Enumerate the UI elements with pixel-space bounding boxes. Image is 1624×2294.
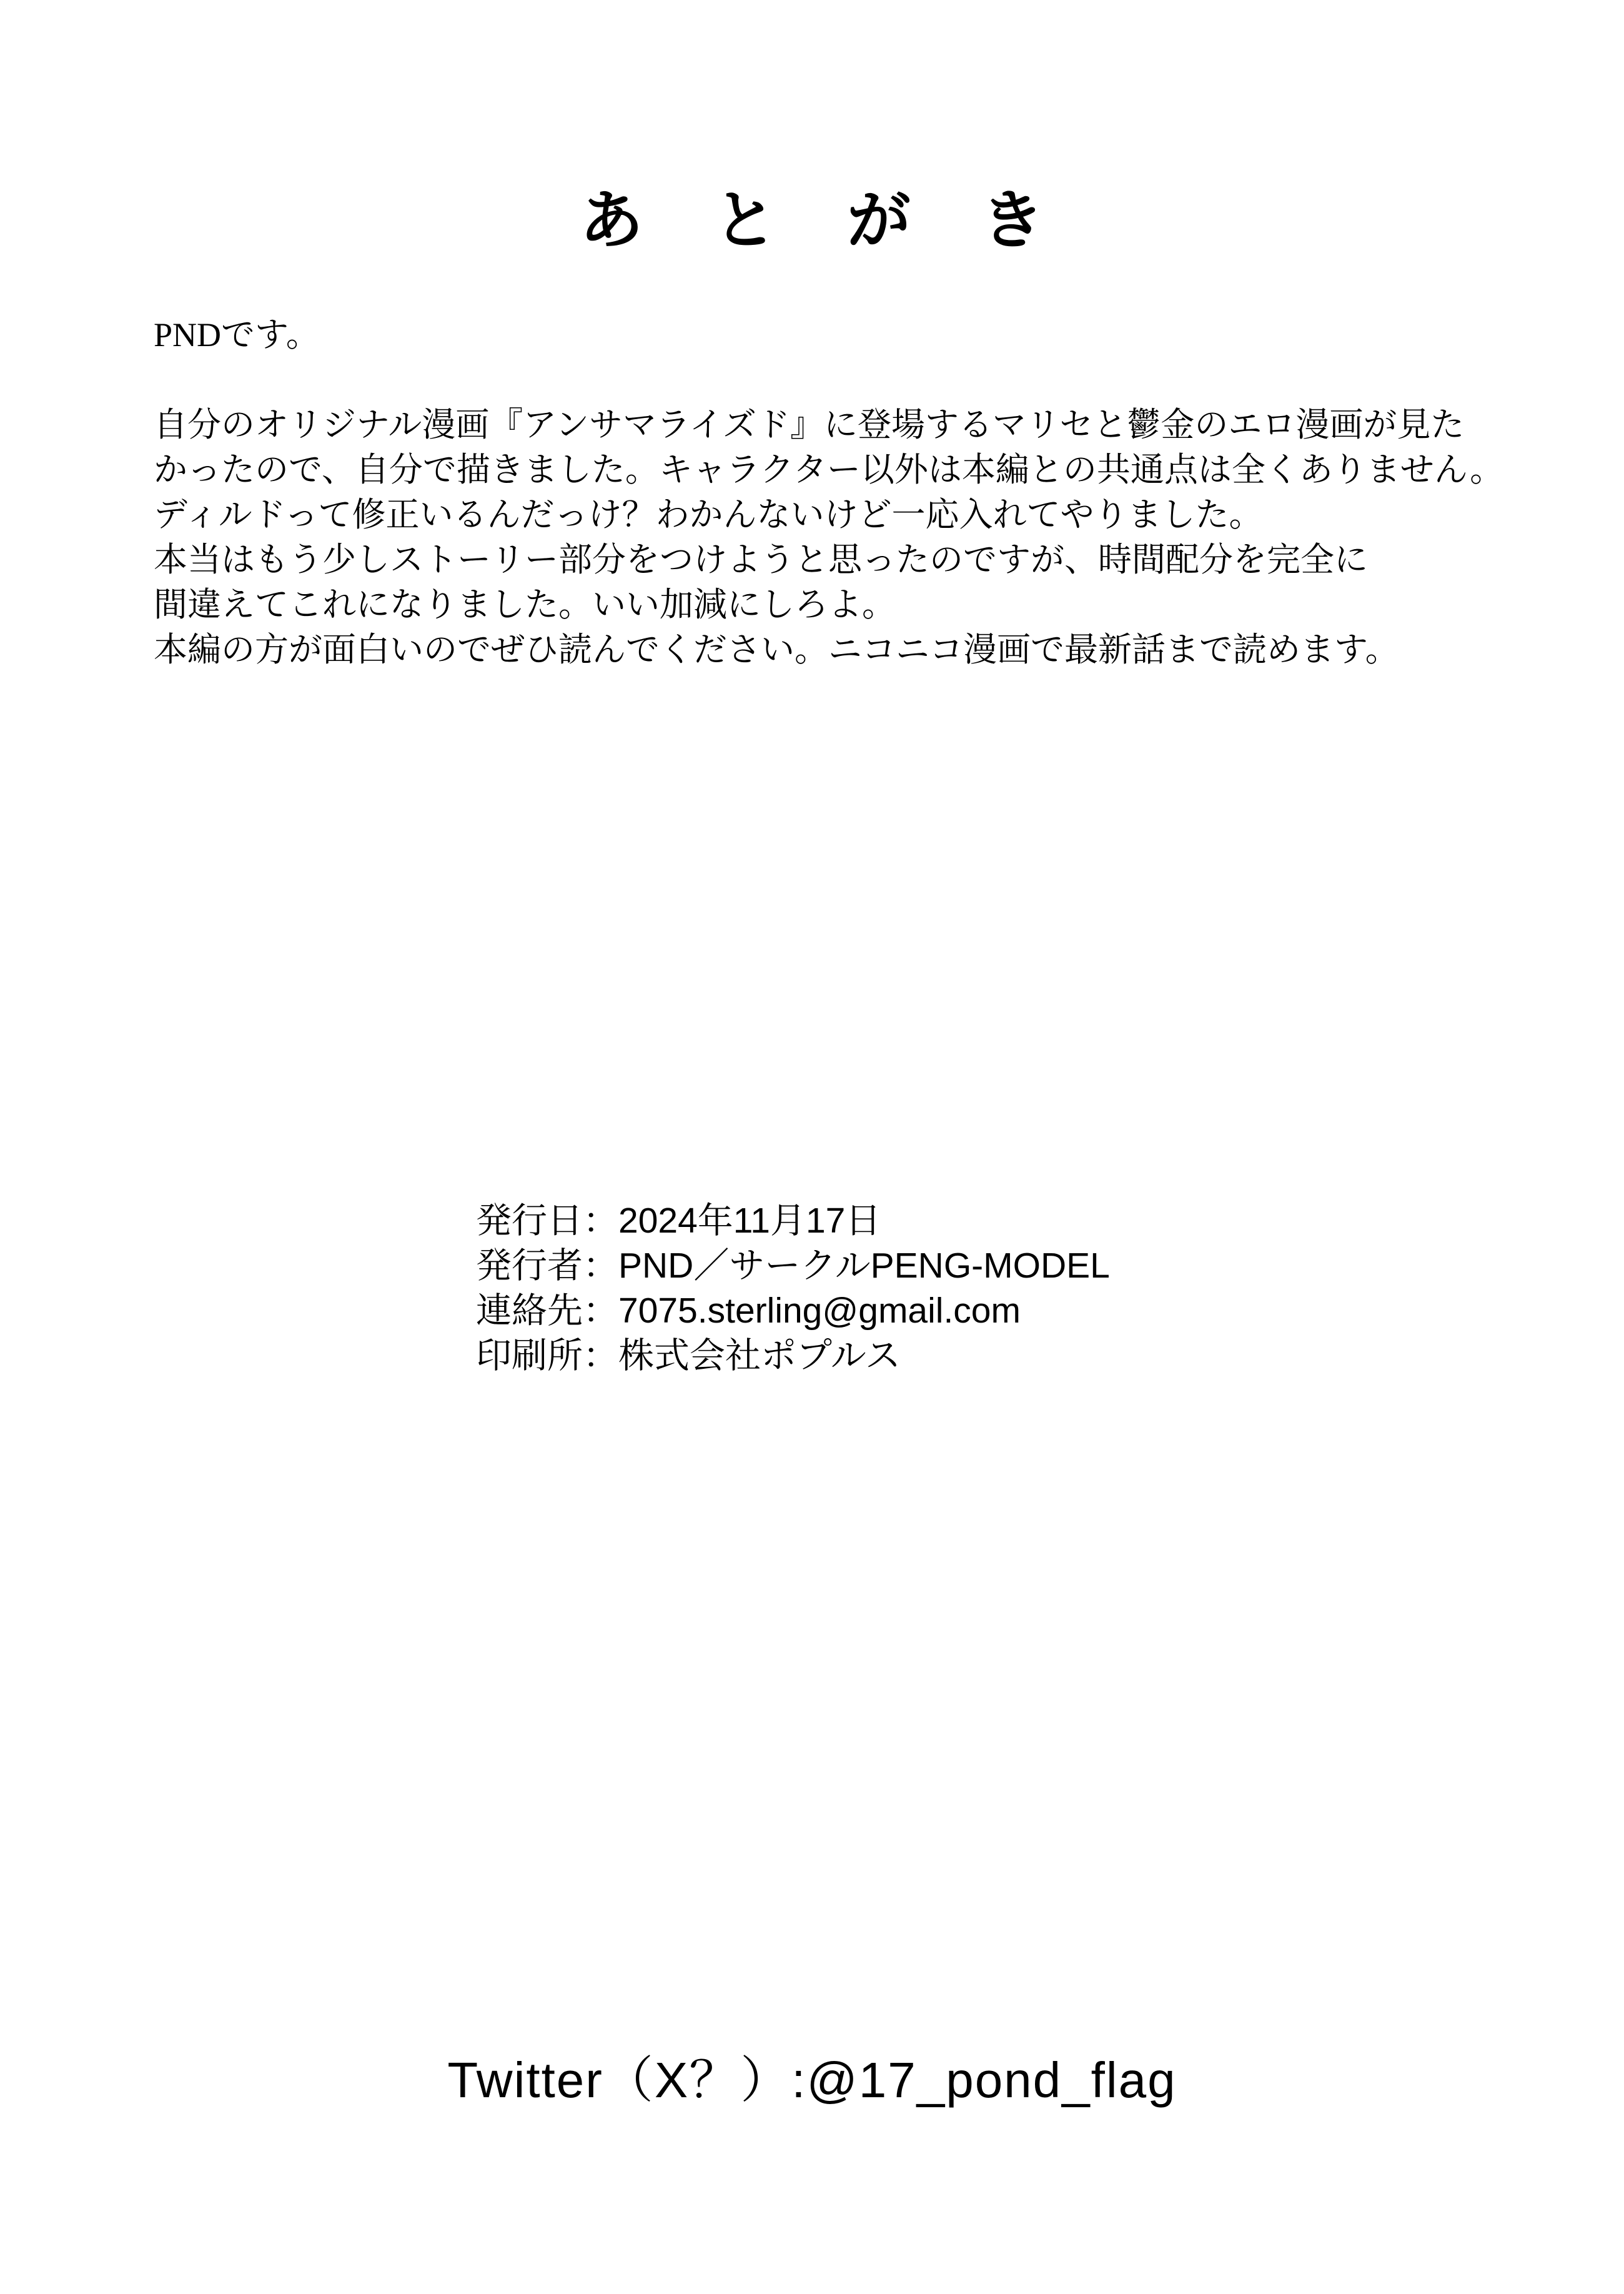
- body-line: ディルドって修正いるんだっけ？わかんないけど一応入れてやりました。: [154, 496, 1263, 534]
- body-line: 自分のオリジナル漫画『アンサマライズド』に登場するマリセと鬱金のエロ漫画が見た: [154, 406, 1465, 444]
- body-line: 本編の方が面白いのでぜひ読んでください。ニコニコ漫画で最新話まで読めます。: [154, 631, 1399, 668]
- body-line: 本当はもう少しストーリー部分をつけようと思ったのですが、時間配分を完全に: [154, 541, 1368, 578]
- colophon-value: 2024年11月17日: [618, 1201, 881, 1241]
- colophon-separator: ：: [583, 1336, 618, 1376]
- colophon-label: 発行者: [476, 1246, 583, 1286]
- greeting-line: PNDです。: [154, 316, 320, 354]
- twitter-handle: Twitter（X？）:@17_pond_flag: [447, 2052, 1177, 2108]
- page-title: あとがき: [580, 186, 1114, 257]
- colophon-label: 連絡先: [476, 1291, 583, 1331]
- colophon-row-printer: [476, 1333, 1110, 1378]
- colophon-row-publish-date: [476, 1198, 1110, 1243]
- afterword-body: [154, 312, 1528, 672]
- colophon-value: PND／サークルPENG-MODEL: [618, 1246, 1110, 1286]
- colophon-label: 印刷所: [476, 1336, 583, 1376]
- colophon-value: 7075.sterling@gmail.com: [618, 1291, 1021, 1331]
- body-line: かったので、自分で描きました。キャラクター以外は本編との共通点は全くありません。: [154, 451, 1504, 489]
- colophon-row-contact: [476, 1288, 1110, 1333]
- colophon-separator: ：: [583, 1246, 618, 1286]
- colophon-value: 株式会社ポプルス: [618, 1336, 901, 1376]
- body-line: 間違えてこれになりました。いい加減にしろよ。: [154, 586, 896, 623]
- colophon-separator: ：: [583, 1291, 618, 1331]
- colophon-label: 発行日: [476, 1201, 583, 1241]
- colophon-block: [476, 1198, 1110, 1378]
- colophon-row-publisher: [476, 1243, 1110, 1288]
- colophon-separator: ：: [583, 1201, 618, 1241]
- blank-line: [154, 357, 1528, 402]
